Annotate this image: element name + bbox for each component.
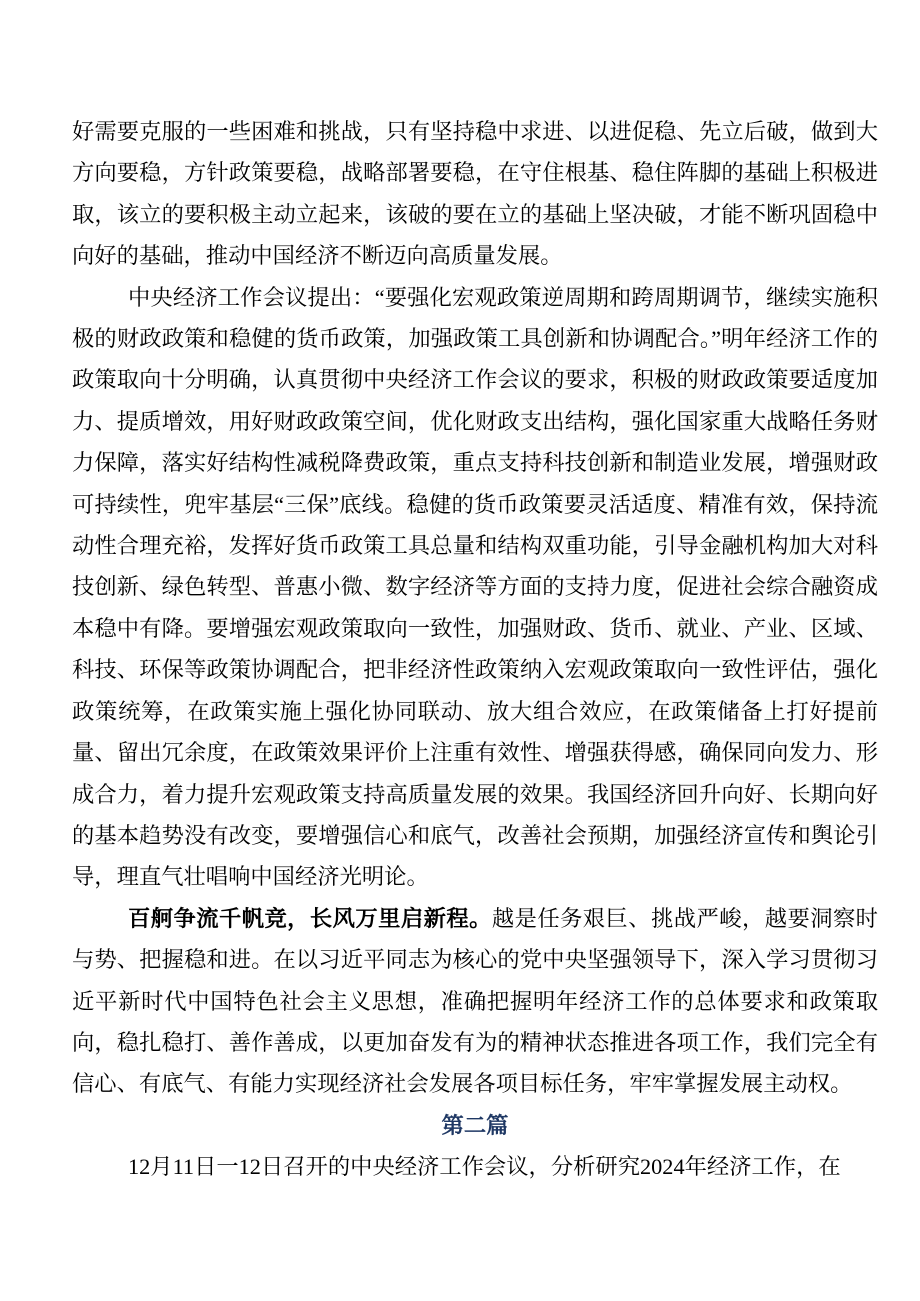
document-body xyxy=(72,111,878,1188)
section-heading: 第二篇 xyxy=(441,1112,509,1138)
paragraph-closing-body: 越是任务艰巨、挑战严峻，越要洞察时与势、把握稳和进。在以习近平同志为核心的党中央坚强领导下，深入学习贯彻习近平新时代中国特色社会主义思想，准确把握明年经济工作的总体要求和政策取向，稳扎稳打、善作善成，以更加奋发有为的精神状态推进各项工作，我们完全有信心、有底气、有能力实现经济社会发展各项目标任务，牢牢掌握发展主动权。 xyxy=(72,905,878,1097)
paragraph-policy: 中央经济工作会议提出：“要强化宏观政策逆周期和跨周期调节，继续实施积极的财政政策和稳健的货币政策，加强政策工具创新和协调配合。”明年经济工作的政策取向十分明确，认真贯彻中央经济工作会议的要求，积极的财政政策要适度加力、提质增效，用好财政政策空间，优化财政支出结构，强化国家重大战略任务财力保障，落实好结构性减税降费政策，重点支持科技创新和制造业发展，增强财政可持续性，兜牢基层“三保”底线。稳健的货币政策要灵活适度、精准有效，保持流动性合理充裕，发挥好货币政策工具总量和结构双重功能，引导金融机构加大对科技创新、绿色转型、普惠小微、数字经济等方面的支持力度，促进社会综合融资成本稳中有降。要增强宏观政策取向一致性，加强财政、货币、就业、产业、区域、科技、环保等政策协调配合，把非经济性政策纳入宏观政策取向一致性评估，强化政策统筹，在政策实施上强化协同联动、放大组合效应，在政策储备上打好提前量、留出冗余度，在政策效果评价上注重有效性、增强获得感，确保同向发力、形成合力，着力提升宏观政策支持高质量发展的效果。我国经济回升向好、长期向好的基本趋势没有改变，要增强信心和底气，改善社会预期，加强经济宣传和舆论引导，理直气壮唱响中国经济光明论。 xyxy=(72,284,878,890)
paragraph-continuation: 好需要克服的一些困难和挑战，只有坚持稳中求进、以进促稳、先立后破，做到大方向要稳，方针政策要稳，战略部署要稳，在守住根基、稳住阵脚的基础上积极进取，该立的要积极主动立起来，该破的要在立的基础上坚决破，才能不断巩固稳中向好的基础，推动中国经济不断迈向高质量发展。 xyxy=(72,119,878,269)
paragraph-closing-bold-lead: 百舸争流千帆竞，长风万里启新程。 xyxy=(128,905,492,931)
paragraph-second-part-opening: 12月11日一12日召开的中央经济工作会议，分析研究2024年经济工作，在 xyxy=(128,1154,841,1180)
paragraph-closing xyxy=(72,898,878,1105)
